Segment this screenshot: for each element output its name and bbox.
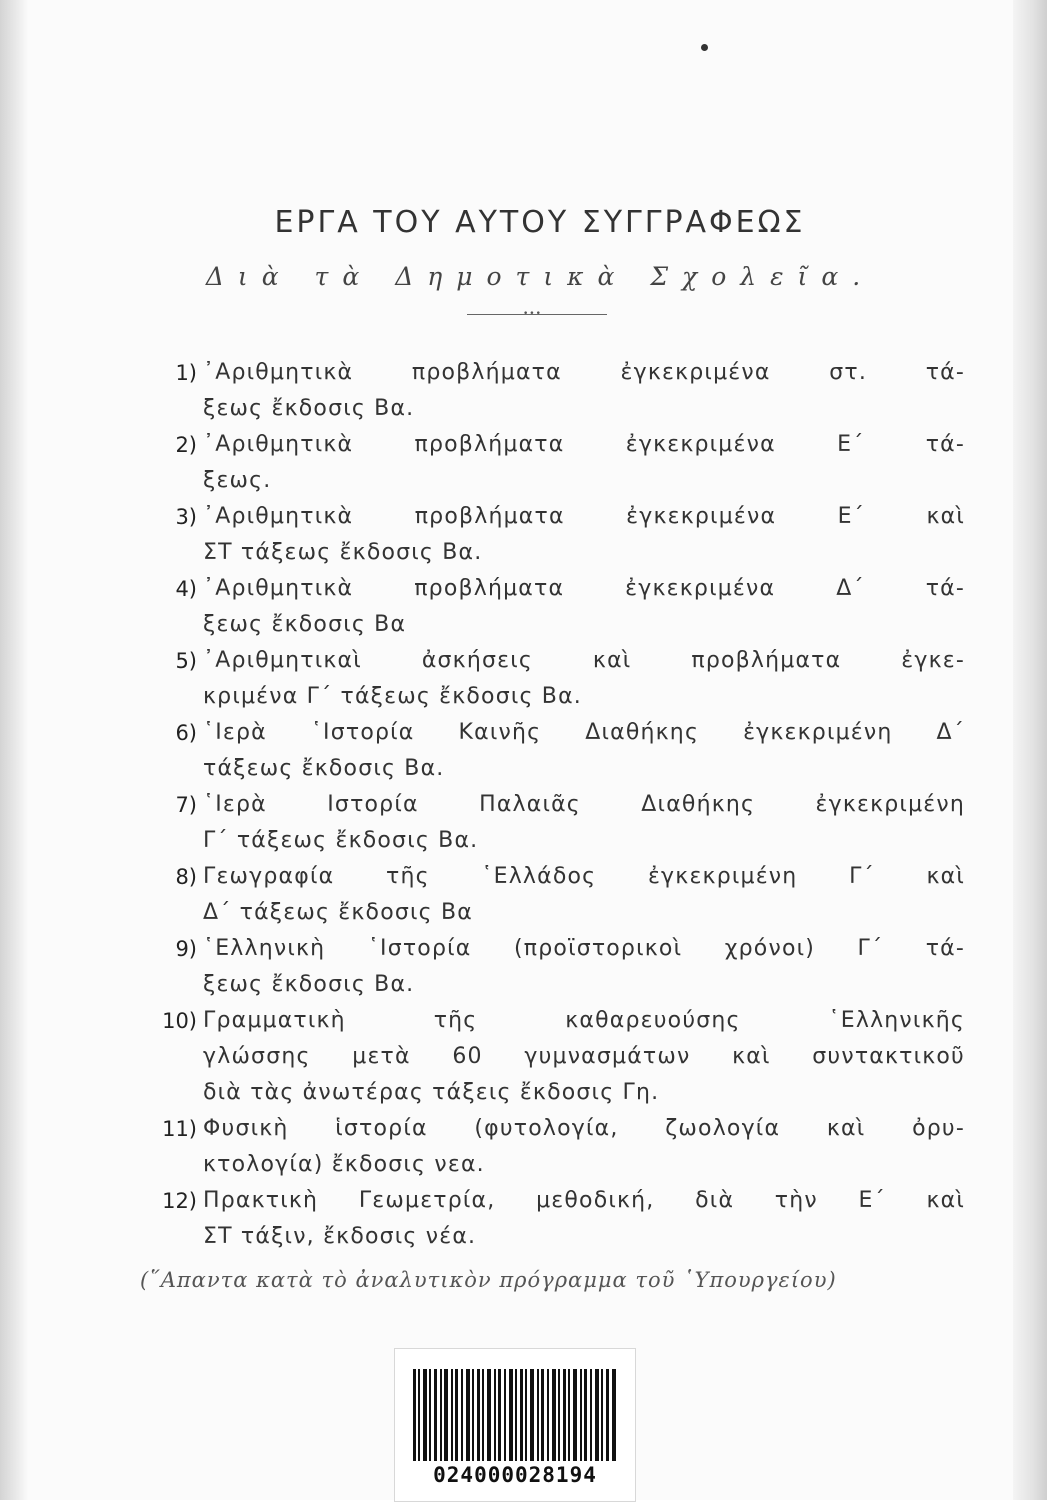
list-item [145,931,965,1003]
item-line: γλώσσης μετὰ 60 γυμνασμάτων καὶ συντακτικοῦ [203,1044,965,1069]
footnote: (῞Απαντα κατὰ τὸ ἀναλυτικὸν πρόγραμμα τοῦ ῾Υπουργείου) [140,1268,837,1292]
item-number: 2) [175,433,197,457]
item-number: 10) [162,1009,197,1033]
item-line: ξεως. [203,468,272,493]
list-item [145,1111,965,1183]
item-line: ῾Ιερὰ Ιστορία Παλαιᾶς Διαθήκης ἐγκεκριμένη [203,792,965,817]
item-number: 3) [175,505,197,529]
item-line: κριμένα Γ΄ τάξεως ἔκδοσις Βα. [203,684,582,709]
item-line: ξεως ἔκδοσις Βα. [203,972,415,997]
list-item [145,715,965,787]
item-line: Γραμματικὴ τῆς καθαρευούσης ῾Ελληνικῆς [203,1008,965,1033]
item-line: ᾿Αριθμητικὰ προβλήματα ἐγκεκριμένα Ε΄ τά- [203,432,965,457]
item-line: ᾿Αριθμητικὰ προβλήματα ἐγκεκριμένα Ε΄ καὶ [203,504,965,529]
page-subtitle: Διὰ τὰ Δημοτικὰ Σχολεῖα. [205,262,875,291]
item-line: Δ΄ τάξεως ἔκδοσις Βα [203,900,473,925]
item-line: ξεως ἔκδοσις Βα. [203,396,415,421]
item-line: ᾿Αριθμητικὰ προβλήματα ἐγκεκριμένα στ. τά- [203,360,965,385]
item-line: κτολογία) ἔκδοσις νεα. [203,1152,485,1177]
divider-ornament: ••• [523,309,542,319]
item-number: 9) [175,937,197,961]
item-number: 5) [175,649,197,673]
list-item [145,355,965,427]
item-line: ᾿Αριθμητικαὶ ἀσκήσεις καὶ προβλήματα ἐγκε- [203,648,965,673]
list-item [145,1003,965,1111]
list-item [145,859,965,931]
item-number: 8) [175,865,197,889]
item-line: ξεως ἔκδοσις Βα [203,612,407,637]
barcode-icon [411,1369,619,1461]
list-item [145,427,965,499]
item-number: 4) [175,577,197,601]
works-list [145,355,965,1255]
item-line: Πρακτικὴ Γεωμετρία, μεθοδική, διὰ τὴν Ε΄ καὶ [203,1188,965,1213]
list-item [145,499,965,571]
item-line: Φυσικὴ ἱστορία (φυτολογία, ζωολογία καὶ ὀρυ- [203,1116,965,1141]
item-number: 1) [175,361,197,385]
list-item [145,1183,965,1255]
page-title: ΕΡΓΑ ΤΟΥ ΑΥΤΟΥ ΣΥΓΓΡΑΦΕΩΣ [274,205,806,240]
item-line: διὰ τὰς ἀνωτέρας τάξεις ἔκδοσις Γη. [203,1080,660,1105]
item-number: 11) [162,1117,197,1141]
barcode-number: 024000028194 [433,1463,597,1487]
item-line: ῾Ελληνικὴ ῾Ιστορία (προϊστορικοὶ χρόνοι) Γ΄ τά- [203,936,965,961]
item-line: ΣΤ τάξιν, ἔκδοσις νέα. [203,1224,477,1249]
item-line: ΣΤ τάξεως ἔκδοσις Βα. [203,540,483,565]
ink-dot [701,44,708,51]
item-number: 6) [175,721,197,745]
item-number: 7) [175,793,197,817]
item-line: ᾿Αριθμητικὰ προβλήματα ἐγκεκριμένα Δ΄ τά- [203,576,965,601]
item-line: τάξεως ἔκδοσις Βα. [203,756,445,781]
list-item [145,643,965,715]
barcode-sticker [394,1348,636,1502]
item-number: 12) [162,1189,197,1213]
list-item [145,787,965,859]
item-line: Γ΄ τάξεως ἔκδοσις Βα. [203,828,479,853]
item-line: Γεωγραφία τῆς ῾Ελλάδος ἐγκεκριμένη Γ΄ καὶ [203,864,965,889]
list-item [145,571,965,643]
item-line: ῾Ιερὰ ῾Ιστορία Καινῆς Διαθήκης ἐγκεκριμένη Δ΄ [203,720,965,745]
